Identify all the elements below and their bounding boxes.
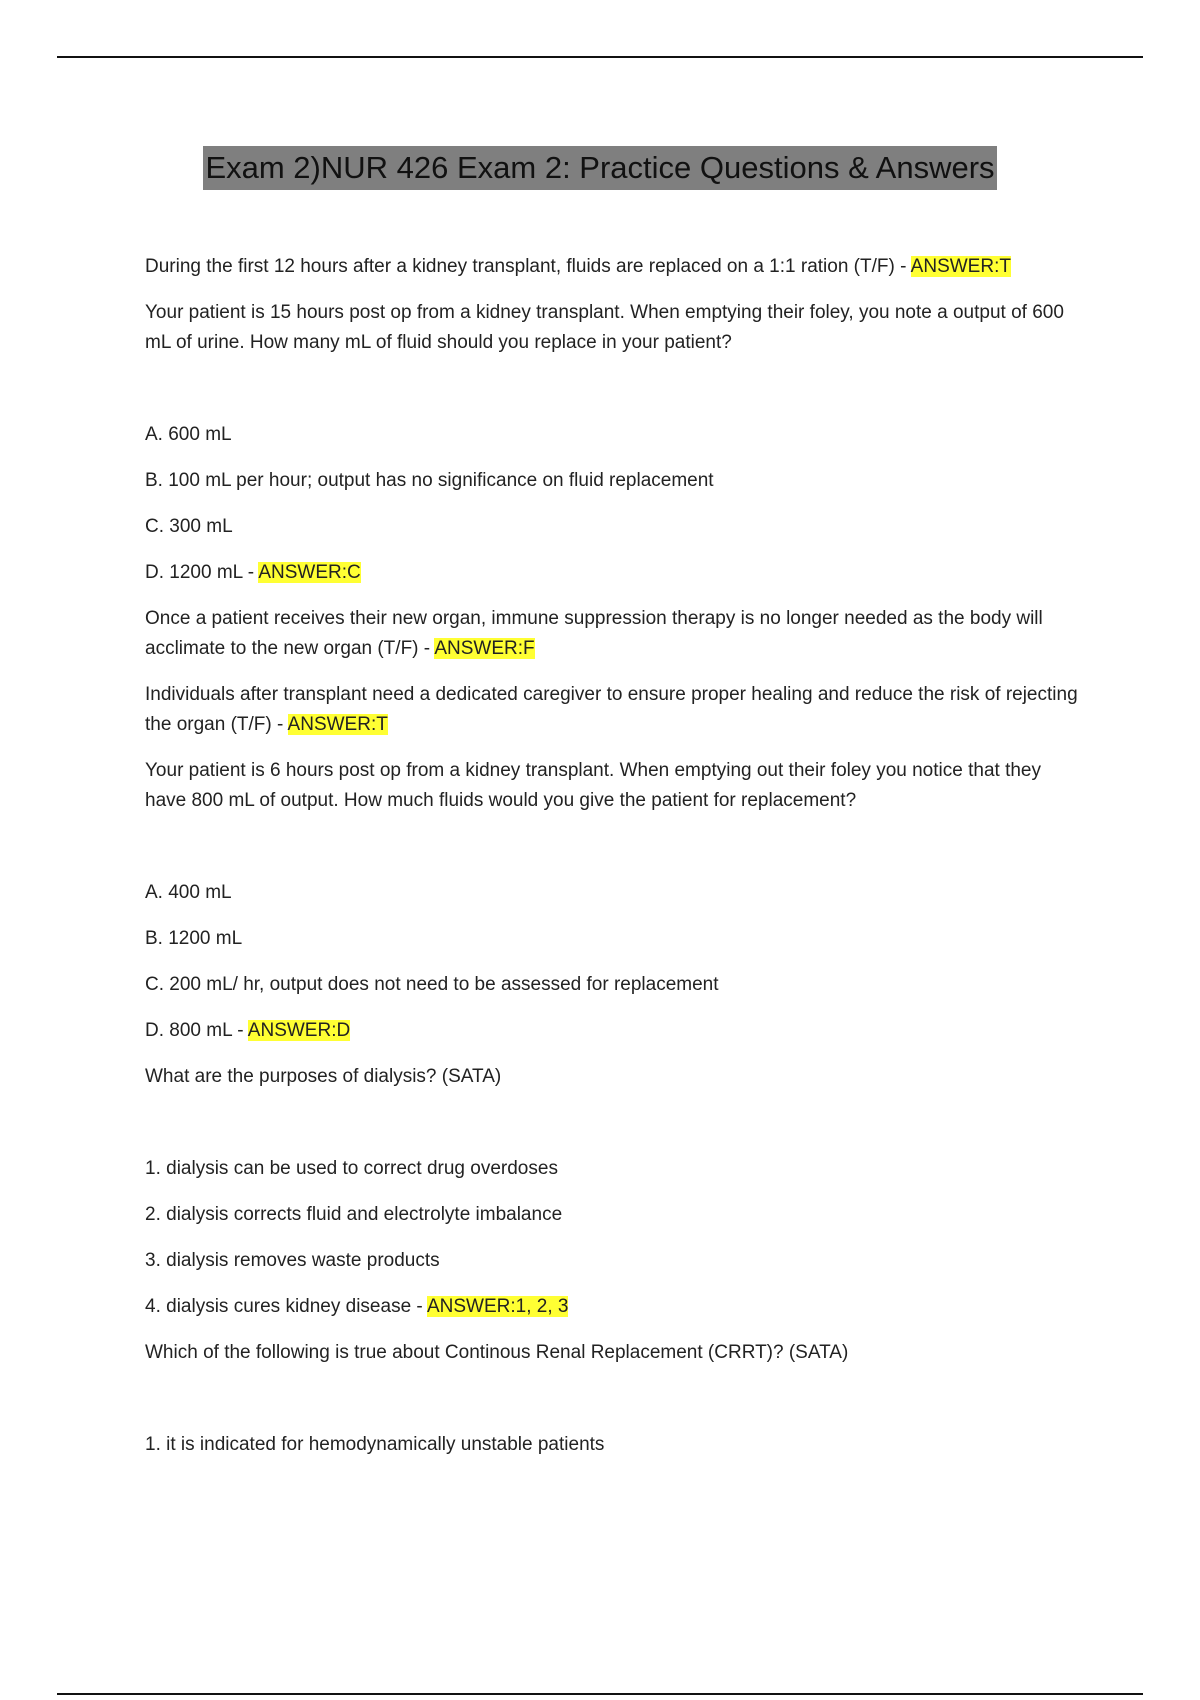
title-container [0, 146, 1200, 190]
question-5 [145, 756, 1080, 816]
question-text: Your patient is 6 hours post op from a kidney transplant. When emptying out their foley you notice that they have 800 mL of output. How much fluids would you give the patient for replacement? [145, 760, 1041, 811]
option-d [145, 1016, 1080, 1046]
option-1 [145, 1430, 1080, 1460]
answer-highlight: ANSWER:D [247, 1020, 351, 1041]
option-text: 1. dialysis can be used to correct drug overdoses [145, 1158, 558, 1179]
option-a [145, 878, 1080, 908]
question-7 [145, 1338, 1080, 1368]
answer-highlight: ANSWER:T [287, 714, 388, 735]
option-text: 2. dialysis corrects fluid and electrolyte imbalance [145, 1204, 563, 1225]
option-4 [145, 1292, 1080, 1322]
option-text: B. 100 mL per hour; output has no significance on fluid replacement [145, 470, 714, 491]
question-6 [145, 1062, 1080, 1092]
option-text: D. 800 mL - [145, 1020, 248, 1041]
answer-highlight: ANSWER:T [910, 256, 1011, 277]
option-text: C. 200 mL/ hr, output does not need to be assessed for replacement [145, 974, 719, 995]
option-text: C. 300 mL [145, 516, 233, 537]
option-c [145, 512, 1080, 542]
option-1 [145, 1154, 1080, 1184]
document-title: Exam 2)NUR 426 Exam 2: Practice Questions & Answers [203, 146, 996, 190]
option-a [145, 420, 1080, 450]
option-text: A. 600 mL [145, 424, 232, 445]
option-text: 3. dialysis removes waste products [145, 1250, 440, 1271]
answer-highlight: ANSWER:1, 2, 3 [426, 1296, 569, 1317]
option-text: B. 1200 mL [145, 928, 243, 949]
bottom-rule [57, 1693, 1143, 1695]
top-rule [57, 56, 1143, 58]
question-text: Once a patient receives their new organ, immune suppression therapy is no longer needed as the body will acclimate to the new organ (T/F) - [145, 608, 1043, 659]
question-4 [145, 680, 1080, 740]
question-3 [145, 604, 1080, 664]
option-b [145, 466, 1080, 496]
question-text: Which of the following is true about Continous Renal Replacement (CRRT)? (SATA) [145, 1342, 849, 1363]
option-2 [145, 1200, 1080, 1230]
option-text: A. 400 mL [145, 882, 232, 903]
option-d [145, 558, 1080, 588]
question-2 [145, 298, 1080, 358]
option-b [145, 924, 1080, 954]
question-text: Individuals after transplant need a dedicated caregiver to ensure proper healing and reduce the risk of rejecting the organ (T/F) - [145, 684, 1078, 735]
answer-highlight: ANSWER:C [258, 562, 361, 583]
option-3 [145, 1246, 1080, 1276]
option-text: 1. it is indicated for hemodynamically unstable patients [145, 1434, 605, 1455]
question-1 [145, 252, 1080, 282]
option-c [145, 970, 1080, 1000]
option-text: 4. dialysis cures kidney disease - [145, 1296, 427, 1317]
question-text: During the first 12 hours after a kidney transplant, fluids are replaced on a 1:1 ration (T/F) - [145, 256, 911, 277]
document-body [145, 252, 1080, 1476]
option-text: D. 1200 mL - [145, 562, 259, 583]
question-text: What are the purposes of dialysis? (SATA) [145, 1066, 502, 1087]
answer-highlight: ANSWER:F [434, 638, 535, 659]
question-text: Your patient is 15 hours post op from a kidney transplant. When emptying their foley, you note a output of 600 mL of urine. How many mL of fluid should you replace in your patient? [145, 302, 1064, 353]
